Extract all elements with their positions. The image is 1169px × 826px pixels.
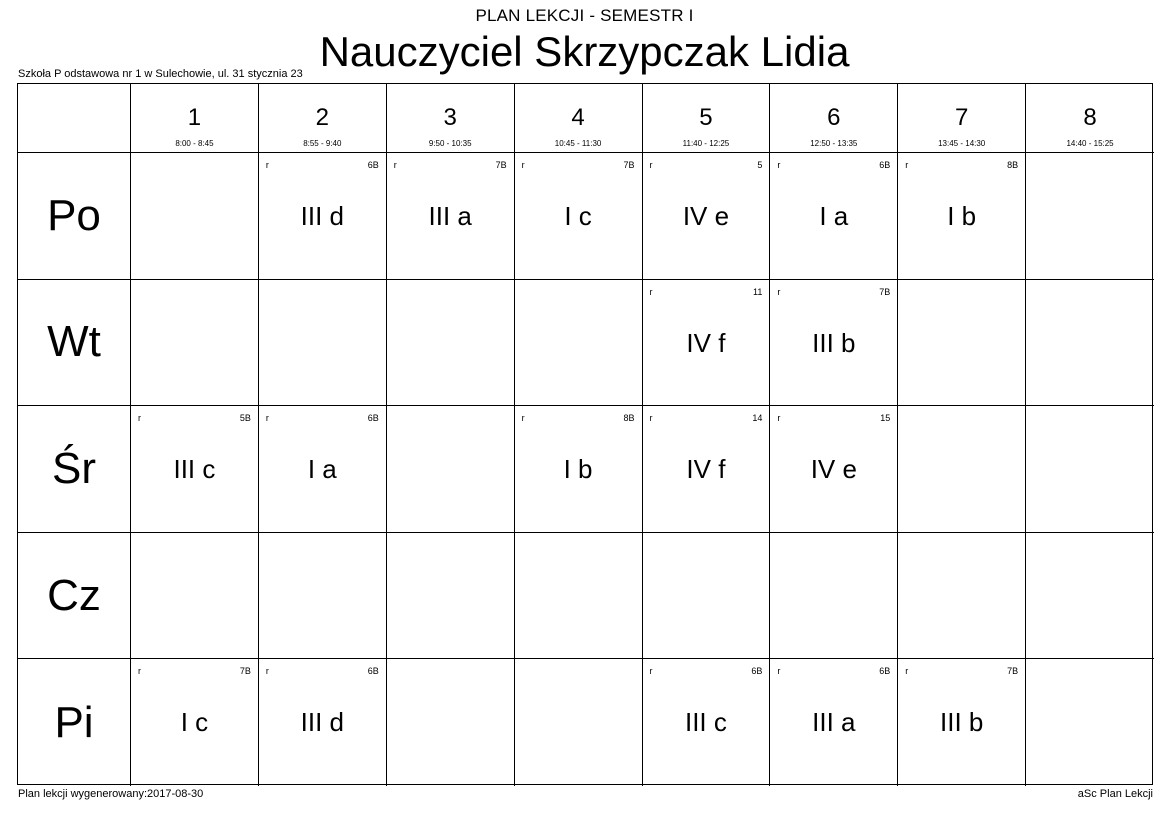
room-number: 6B	[879, 666, 891, 677]
period-time: 13:45 - 14:30	[938, 139, 986, 148]
lesson-marker: r	[649, 666, 653, 677]
class-name: I c	[564, 201, 592, 231]
period-time: 10:45 - 11:30	[554, 139, 602, 148]
empty-cell	[131, 533, 259, 660]
lesson-marker: r	[649, 160, 653, 170]
lesson-cell	[387, 153, 515, 280]
class-name: IV f	[686, 454, 726, 485]
period-number: 4	[571, 104, 585, 131]
room-number: 5B	[239, 413, 251, 424]
period-header-8	[1026, 84, 1154, 153]
room-number: 7B	[1007, 666, 1019, 677]
plan-subtitle: PLAN LEKCJI - SEMESTR I	[475, 6, 694, 25]
class-name: III a	[812, 707, 856, 738]
period-header-1	[131, 84, 259, 153]
empty-cell	[1026, 280, 1154, 407]
corner-cell	[18, 84, 131, 153]
empty-cell	[515, 280, 643, 407]
day-label: Wt	[18, 280, 131, 407]
class-name: I b	[947, 201, 977, 231]
period-time: 11:40 - 12:25	[682, 139, 730, 148]
class-name: III a	[428, 201, 472, 231]
period-header-5	[643, 84, 771, 153]
empty-cell	[387, 280, 515, 407]
teacher-title: Nauczyciel Skrzypczak Lidia	[319, 28, 850, 75]
empty-cell	[515, 659, 643, 786]
period-header-2	[259, 84, 387, 153]
room-number: 7B	[623, 160, 635, 170]
period-header-6	[770, 84, 898, 153]
room-number: 7B	[239, 666, 251, 677]
period-header-7	[898, 84, 1026, 153]
lesson-cell	[770, 659, 898, 786]
class-name: III d	[300, 201, 344, 231]
period-number: 7	[955, 104, 969, 131]
period-number: 5	[699, 104, 713, 131]
class-name: III b	[940, 707, 984, 738]
room-number: 6B	[751, 666, 763, 677]
lesson-marker: r	[777, 160, 781, 170]
lesson-cell	[770, 406, 898, 533]
room-number: 14	[752, 413, 763, 424]
class-name: IV f	[686, 327, 726, 358]
period-number: 2	[315, 104, 329, 131]
empty-cell	[131, 153, 259, 280]
empty-cell	[515, 533, 643, 660]
lesson-cell	[898, 153, 1026, 280]
lesson-marker: r	[777, 413, 781, 424]
lesson-cell	[259, 406, 387, 533]
school-address: Szkoła P odstawowa nr 1 w Sulechowie, ul. 31 stycznia 23	[18, 68, 303, 80]
lesson-cell	[643, 659, 771, 786]
class-name: I c	[180, 707, 209, 738]
class-name: I b	[563, 454, 593, 485]
lesson-marker: r	[649, 286, 653, 297]
period-time: 8:00 - 8:45	[175, 139, 214, 148]
lesson-cell	[131, 659, 259, 786]
lesson-cell	[770, 280, 898, 407]
period-time: 14:40 - 15:25	[1066, 139, 1114, 148]
empty-cell	[1026, 659, 1154, 786]
room-number: 11	[753, 286, 763, 297]
lesson-marker: r	[777, 666, 781, 677]
period-number: 1	[187, 104, 202, 131]
class-name: I a	[307, 454, 337, 485]
empty-cell	[1026, 406, 1154, 533]
lesson-cell	[259, 153, 387, 280]
period-header-4	[515, 84, 643, 153]
empty-cell	[770, 533, 898, 660]
period-number: 3	[443, 104, 457, 131]
lesson-marker: r	[265, 413, 269, 424]
class-name: IV e	[810, 454, 857, 485]
class-name: III d	[300, 707, 344, 738]
lesson-marker: r	[265, 666, 269, 677]
timetable-grid	[17, 83, 1153, 785]
empty-cell	[898, 406, 1026, 533]
lesson-marker: r	[649, 413, 653, 424]
empty-cell	[898, 533, 1026, 660]
room-number: 6B	[879, 160, 891, 170]
lesson-marker: r	[138, 413, 141, 424]
empty-cell	[1026, 533, 1154, 660]
lesson-cell	[643, 280, 771, 407]
room-number: 8B	[623, 413, 635, 424]
empty-cell	[259, 280, 387, 407]
day-label: Po	[18, 153, 131, 280]
class-name: I a	[819, 201, 849, 231]
lesson-marker: r	[521, 413, 525, 424]
lesson-cell	[770, 153, 898, 280]
period-number: 6	[827, 104, 841, 131]
lesson-marker: r	[905, 666, 909, 677]
lesson-marker: r	[393, 160, 397, 170]
generated-date: Plan lekcji wygenerowany:2017-08-30	[18, 788, 204, 800]
day-label: Śr	[18, 406, 131, 533]
class-name: IV e	[682, 201, 730, 231]
empty-cell	[643, 533, 771, 660]
lesson-cell	[898, 659, 1026, 786]
lesson-marker: r	[777, 286, 781, 297]
class-name: III c	[173, 454, 216, 485]
lesson-marker: r	[138, 666, 141, 677]
room-number: 6B	[367, 160, 379, 170]
room-number: 6B	[367, 666, 379, 677]
lesson-cell	[643, 406, 771, 533]
empty-cell	[131, 280, 259, 407]
lesson-cell	[515, 406, 643, 533]
lesson-cell	[515, 153, 643, 280]
app-name: aSc Plan Lekcji	[1077, 788, 1153, 800]
period-time: 8:55 - 9:40	[303, 139, 342, 148]
class-name: III c	[684, 707, 727, 738]
period-number: 8	[1083, 104, 1097, 131]
lesson-marker: r	[905, 160, 909, 170]
empty-cell	[898, 280, 1026, 407]
class-name: III b	[812, 327, 856, 358]
room-number: 6B	[367, 413, 379, 424]
day-label: Cz	[18, 533, 131, 660]
room-number: 7B	[495, 160, 507, 170]
room-number: 8B	[1007, 160, 1019, 170]
empty-cell	[387, 533, 515, 660]
period-header-3	[387, 84, 515, 153]
lesson-cell	[643, 153, 771, 280]
period-time: 12:50 - 13:35	[810, 139, 858, 148]
empty-cell	[387, 659, 515, 786]
room-number: 5	[757, 160, 763, 170]
lesson-cell	[259, 659, 387, 786]
room-number: 15	[880, 413, 891, 424]
day-label: Pi	[18, 659, 131, 786]
lesson-marker: r	[265, 160, 269, 170]
empty-cell	[387, 406, 515, 533]
lesson-marker: r	[521, 160, 525, 170]
lesson-cell	[131, 406, 259, 533]
period-time: 9:50 - 10:35	[428, 139, 472, 148]
empty-cell	[1026, 153, 1154, 280]
empty-cell	[259, 533, 387, 660]
room-number: 7B	[879, 286, 891, 297]
